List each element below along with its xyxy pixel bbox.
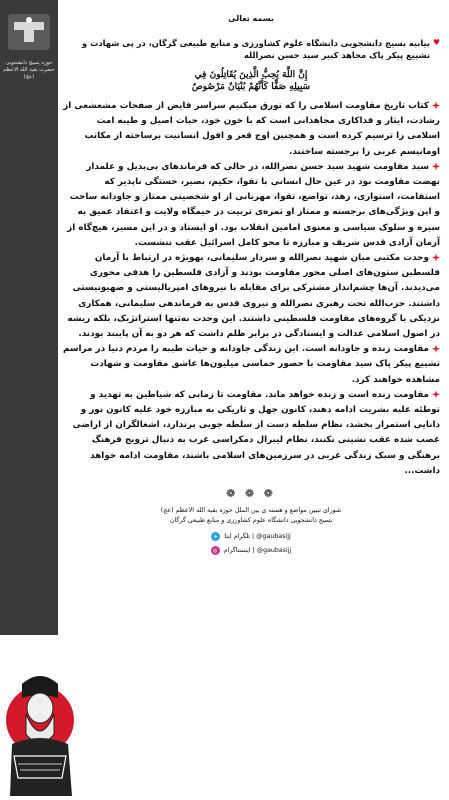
burst-bullet-icon <box>432 162 440 170</box>
quran-verse <box>62 69 440 93</box>
paragraph-2: سید مقاومت شهید سید حسن نصرالله، در حالی که فرماندهای بی‌بدیل و علمدار نهضت مقاومت بود در عین حال انسانی با تقوا، حکیم، بصیر، خستگی ناپذیر که استقامت، استواری، زهد، تواضع، تقوا، مهربانی از او شخصیتی ممتاز و جاودانه ساخت و این ویژگی‌های برجسته و ممتاز او ثمره‌ی تربیت در خیمگاه ولایت و اعتقاد عمیق به سیره و سلوک سیاسی و معنوی امامین انقلاب بود. او ایستاد و در این مسیر، هیچ‌گاه از آرمان آزادی قدس شریف و مبارزه تا محو کامل اسرائیل عقب ننشست. <box>67 161 440 248</box>
bismillah-heading: بسمه تعالی <box>228 14 274 23</box>
paragraph-3: وحدت مکتبی میان شهید نصرالله و سردار سلیمانی، بهویژه در ارتباط با آرمان فلسطین ستون‌های اصلی محور مقاومت بودند و آزادی فلسطین را هدفی محوری می‌دیدند. آن‌ها چشم‌انداز مشترکی برای مقابله با نیروهای امپریالیستی و صهیونیستی داشتند. حزب‌الله تحت رهبری نصرالله و نیروی قدس به فرماندهی سلیمانی، همکاری نزدیکی با گروه‌های مقاومت فلسطینی داشتند. این وحدت نه‌تنها استراتژیک، بلکه ریشه در اصول اسلامی عدالت و ایستادگی در برابر ظلم داشت که هر دو به آن پایبند بودند. <box>67 253 440 340</box>
divider-stars: ❁ ❁ ❁ <box>226 487 276 501</box>
heart-icon: ♥ <box>432 38 440 47</box>
paragraph-5: مقاومت زنده است و زنده خواهد ماند. مقاومت تا زمانی که شیاطین به تهدید و توطئه علیه بشریت ادامه دهند، کانون جهل و تاریکی به مبارزه خود علیه کانون نور و دانایی استمرار بخشد، نظام سلطه دست از سلطه جویی برندارد، اشغالگران از اراضی غصب شده عقب نشینی نکنند، نظام لیبرال دمکراسی غرب به دنبال ترویج فرهنگ برهنگی و سبک زندگی غربی در سرزمین‌های اسلامی باشند، مقاومت ادامه خواهد داشت... <box>72 389 440 476</box>
footer-signature <box>62 506 440 526</box>
organization-logo-icon <box>8 12 50 52</box>
left-sidebar <box>0 0 58 635</box>
quran-verse-line-2: سَبِيلِهِ صَفًّا كَأَنَّهُمْ بُنْيَانٌ مَرْصُوصٌ <box>191 82 311 92</box>
statement-intro <box>62 37 440 61</box>
statement-content <box>62 8 440 798</box>
paragraph-1: کتاب تاریخ مقاومت اسلامی را که تورق میکنیم سراسر فایض از صفحات مشعشعی از رشادت، ایثار و فداکاری مجاهدانی است که با خون خود، حیات اصیل و طیبه امت اسلامی را ترسیم کرده است و همچنین اوج قعر و افول انسانیت برساخته از مکاتب اومانیسم غربی را برجسته ساختند. <box>63 101 440 157</box>
instagram-handle[interactable] <box>62 546 440 555</box>
paragraph-4: مقاومت زنده و جاودانه است. این زندگی جاودانه و حیات طیبه را مردم دنیا در مراسم تشییع پیکر پاک سید مقاومت با حضور حماسی میلیون‌ها عاشق مقاومت و شهادت مشاهده خواهند کرد. <box>62 344 440 385</box>
telegram-handle[interactable] <box>62 532 440 541</box>
instagram-handle-text: اینستاگرام | @gaubasijj <box>223 547 292 555</box>
burst-bullet-icon <box>432 390 440 398</box>
burst-bullet-icon <box>432 254 440 262</box>
burst-bullet-icon <box>432 345 440 353</box>
quran-verse-line-1: إِنَّ اللَّهَ يُحِبُّ الَّذِينَ يُقَاتِلُونَ فِي <box>194 70 308 80</box>
statement-intro-text: بیانیه بسیج دانشجویی دانشگاه علوم کشاورزی و منابع طبیعی گرگان، در پی شهادت و تشییع پیکر پاک مجاهد کبیر سید حسن نصرالله <box>82 38 430 60</box>
footer-line-1: شورای تبیین مواضع و هسته ی بین الملل حوزه بقیة الله الاعظم (عج) <box>160 507 342 515</box>
telegram-handle-text: تلگرام ایتا | @gaubasijj <box>224 533 291 541</box>
social-handles <box>62 532 440 555</box>
telegram-icon: ➤ <box>211 532 220 541</box>
footer-line-2: بسیج دانشجویی دانشگاه علوم کشاورزی و منابع طبیعی گرگان <box>169 517 333 525</box>
burst-bullet-icon <box>432 102 440 110</box>
organization-name: حوزه بسیج دانشجویی حضرت بقیة الله الاعظم (عج) <box>3 60 55 80</box>
instagram-icon: ◎ <box>211 546 220 555</box>
